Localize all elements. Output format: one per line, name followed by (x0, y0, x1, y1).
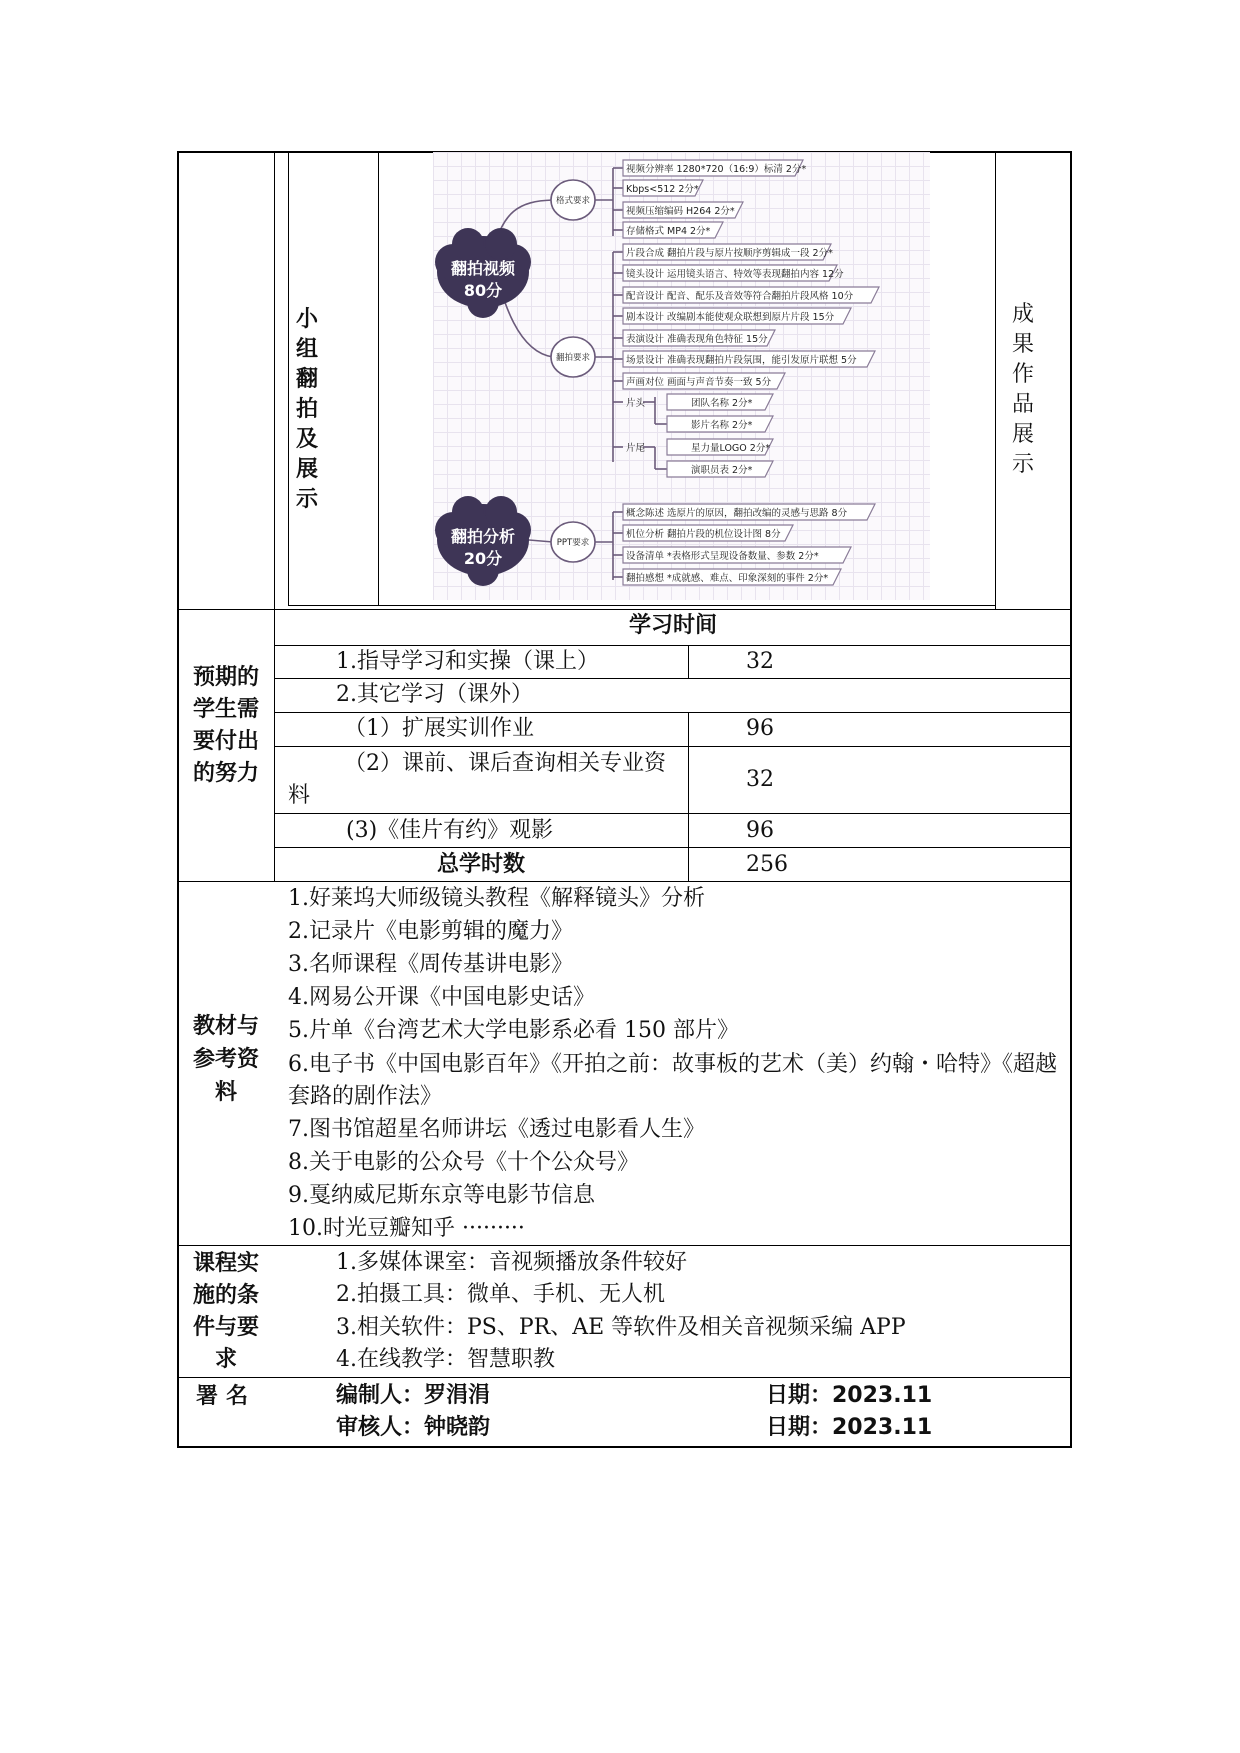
remake-item: 声画对位 画面与声音节奏一致 5分 (626, 377, 772, 388)
condition-item: 1.多媒体课室：音视频播放条件较好 (336, 1250, 687, 1275)
effort-row-item: （1）扩展实训作业 (344, 716, 534, 741)
signature-label: 署名 (196, 1384, 257, 1409)
condition-item: 4.在线教学：智慧职教 (336, 1347, 555, 1372)
analysis-cloud-score: 20分 (463, 549, 503, 568)
showcase-label: 小组翻拍及展示 (296, 307, 339, 512)
materials-label: 教材与参考资料 (192, 1014, 259, 1105)
format-item: Kbps<512 2分* (626, 184, 699, 195)
remake-item: 配音设计 配音、配乐及音效等符合翻拍片段风格 10分 (626, 291, 854, 302)
material-item: 1.好莱坞大师级镜头教程《解释镜头》分析 (288, 886, 705, 911)
video-cloud-title: 翻拍视频 (450, 259, 515, 278)
format-item: 视频压缩编码 H264 2分* (626, 206, 735, 217)
material-item: 5.片单《台湾艺术大学电影系必看 150 部片》 (288, 1018, 739, 1043)
material-item: 4.网易公开课《中国电影史话》 (288, 985, 595, 1010)
head-item: 团队名称 2分* (691, 398, 753, 409)
remake-item: 场景设计 准确表现翻拍片段氛围，能引发原片联想 5分 (626, 355, 857, 366)
material-item: 8.关于电影的公众号《十个公众号》 (288, 1150, 639, 1175)
video-cloud-score: 80分 (463, 281, 503, 300)
signature-editor: 编制人：罗涓涓 (336, 1383, 491, 1408)
effort-row-hours: 96 (746, 818, 774, 843)
remake-item: 剧本设计 改编剧本能使观众联想到原片片段 15分 (626, 312, 835, 323)
material-item: 9.戛纳威尼斯东京等电影节信息 (288, 1183, 595, 1208)
effort-row-hours: 32 (746, 649, 774, 674)
tail-label: 片尾 (626, 443, 646, 454)
effort-label: 预期的学生需要付出的努力 (192, 665, 259, 786)
head-item: 影片名称 2分* (691, 420, 753, 431)
material-item: 2.记录片《电影剪辑的魔力》 (288, 919, 573, 944)
condition-item: 2.拍摄工具：微单、手机、无人机 (336, 1282, 665, 1307)
remake-item: 片段合成 翻拍片段与原片按顺序剪辑成一段 2分* (626, 248, 833, 259)
format-item: 视频分辨率 1280*720（16:9）标清 2分* (626, 164, 807, 175)
effort-row-item: 1.指导学习和实操（课上） (336, 649, 599, 674)
effort-header: 学习时间 (628, 613, 717, 638)
signature-reviewer: 审核人：钟晓韵 (336, 1415, 491, 1440)
showcase-result-label: 成果作品展示 (1012, 302, 1045, 477)
conditions-label: 课程实施的条件与要求 (192, 1251, 259, 1372)
format-item: 存储格式 MP4 2分* (626, 226, 711, 237)
effort-row-hours: 32 (746, 767, 774, 792)
effort-total-label: 总学时数 (436, 852, 525, 877)
format-node: 格式要求 (555, 196, 590, 206)
signature-editor-date: 日期：2023.11 (766, 1383, 933, 1408)
tail-item: 演职员表 2分* (691, 465, 753, 476)
material-item: 10.时光豆瓣知乎 ········· (288, 1216, 525, 1241)
effort-total-hours: 256 (746, 852, 788, 877)
ppt-item: 翻拍感想 *成就感、难点、印象深刻的事件 2分* (626, 573, 829, 584)
effort-row-hours: 96 (746, 716, 774, 741)
condition-item: 3.相关软件：PS、PR、AE 等软件及相关音视频采编 APP (336, 1315, 906, 1340)
head-label: 片头 (626, 398, 646, 409)
effort-row-item: 2.其它学习（课外） (336, 682, 533, 707)
remake-item: 镜头设计 运用镜头语言、特效等表现翻拍内容 12分 (626, 269, 844, 280)
material-item: 3.名师课程《周传基讲电影》 (288, 952, 573, 977)
ppt-item: 概念陈述 选原片的原因，翻拍改编的灵感与思路 8分 (626, 508, 848, 519)
material-item: 6.电子书《中国电影百年》《开拍之前：故事板的艺术（美）约翰・哈特》《超越套路的剧作法》 (288, 1052, 1057, 1109)
remake-item: 表演设计 准确表现角色特征 15分 (626, 334, 768, 345)
ppt-item: 机位分析 翻拍片段的机位设计图 8分 (626, 529, 781, 540)
tail-item: 星力量LOGO 2分* (691, 443, 771, 454)
effort-row-item: (3)《佳片有约》观影 (346, 818, 554, 843)
material-item: 7.图书馆超星名师讲坛《透过电影看人生》 (288, 1117, 705, 1142)
ppt-node: PPT要求 (556, 538, 590, 548)
effort-row-item: （2）课前、课后查询相关专业资料 (288, 751, 666, 808)
remake-node: 翻拍要求 (555, 353, 590, 363)
signature-reviewer-date: 日期：2023.11 (766, 1415, 933, 1440)
analysis-cloud-title: 翻拍分析 (450, 527, 515, 546)
ppt-item: 设备清单 *表格形式呈现设备数量、参数 2分* (626, 551, 819, 562)
